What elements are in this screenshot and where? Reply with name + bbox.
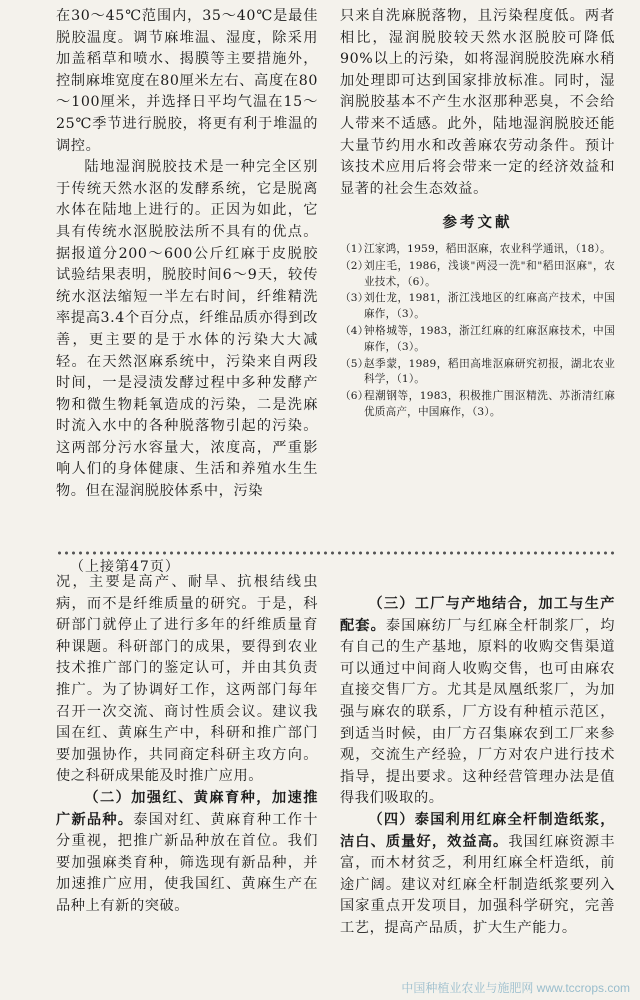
reference-number: （5） [340,357,369,370]
reference-text: 程潮钢等，1983，积极推广围沤精洗、苏浙清红麻优质高产，中国麻作，（3）。 [364,390,615,418]
reference-number: （2） [340,259,369,272]
paragraph: 在30～45℃范围内，35～40℃是最佳脱胶温度。调节麻堆温、湿度，除采用加盖稻草和喷水、揭膜等主要措施外，控制麻堆宽度在80厘米左右、高度在80～100厘米，并选择日平均气温在15～25℃季节进行脱胶，将更有利于堆温的调控。 [56,8,318,154]
section-body: 泰国麻纺厂与红麻全杆制浆厂，均有自己的生产基地，原料的收购交售渠道可以通过中间商人收购交售，也可由麻农直接交售厂方。尤其是凤凰纸浆厂，为加强与麻农的联系，厂方设有种植示范区，到适当时候，由厂方召集麻农到工厂来参观，交流生产经验，厂方对农户进行技术指导，提出要求。这种经营管理办法是值得我们吸取的。 [340,617,615,807]
section-body: 我国红麻资源丰富，而木材贫乏，利用红麻全杆造纸，前途广阔。建议对红麻全杆制造纸浆要列入国家重点开发项目，加强科学研究，完善工艺，提高产品质，扩大生产能力。 [340,833,615,936]
top-right-column [340,6,615,422]
reference-item [340,259,615,291]
reference-text: 江家鸿，1959，稻田沤麻，农业科学通讯，（18）。 [364,242,611,255]
references-list [340,242,615,421]
section-heading: （二）加强红、黄麻育种，加速推广新品种。 [56,789,318,828]
reference-text: 刘庄毛，1986，浅谈"两浸一洗"和"稻田沤麻"，农业技术，（6）。 [364,259,615,288]
reference-number: （1） [340,242,369,255]
paragraph: 只来自洗麻脱落物，且污染程度低。两者相比，湿润脱胶较天然水沤脱胶可降低90%以上的污染，如将湿润脱胶洗麻水稍加处理即可达到国家排放标准。同时，湿润脱胶基本不产生水沤那种恶臭，不会给人带来不适感。此外，陆地湿润脱胶还能大量节约用水和改善麻农劳动条件。预计该技术应用后将会带来一定的经济效益和显著的社会生态效益。 [340,8,615,197]
reference-number: （4） [340,324,369,337]
section-body: 泰国对红、黄麻育种工作十分重视，把推广新品种放在首位。我们要加强麻类育种，筛选现有新品种，并加速推广应用，使我国红、黄麻生产在品种上有新的突破。 [56,811,318,914]
section-heading: （四）泰国利用红麻全杆制造纸浆，洁白、质量好，效益高。 [340,811,615,850]
bottom-left-column [56,572,318,918]
paragraph [340,594,615,810]
reference-text: 赵季蒙，1989，稻田高堆沤麻研究初报，湖北农业科学，（1）。 [364,357,615,386]
reference-number: （3） [340,292,369,305]
reference-number: （6） [340,390,369,403]
paragraph [56,788,318,918]
site-watermark: 中国种植业农业与施肥网 www.tccrops.com [401,981,630,995]
reference-item [340,324,615,356]
references-title: 参考文献 [442,214,513,232]
reference-item [340,357,615,389]
paragraph [340,810,615,940]
bottom-right-column [340,594,615,940]
section-heading: （三）工厂与产地结合，加工与生产配套。 [340,596,615,634]
top-left-column [56,6,318,503]
reference-item [340,242,615,258]
paragraph: 陆地湿润脱胶技术是一种完全区别于传统天然水沤的发酵系统，它是脱离水体在陆地上进行的。正因为如此，它具有传统水沤脱胶法所不具有的优点。据报道分200～600公斤红麻于皮脱胶试验结果表明，脱胶时间6～9天，较传统水沤法缩短一半左右时间，纤维精洗率提高3.4个百分点，纤维品质亦得到改善，更主要的是于水体的污染大大减轻。在天然沤麻系统中，污染来自两段时间，一是浸渍发酵过程中多种发酵产物和微生物耗氧造成的污染，二是洗麻时流入水中的各种脱落物引起的污染。这两部分污水容量大，浓度高，严重影响人们的身体健康、生活和养殖水生生物。但在湿润脱胶体系中，污染 [56,159,318,500]
reference-item [340,291,615,323]
paragraph: 况，主要是高产、耐旱、抗根结线虫病，而不是纤维质量的研究。于是，科研部门就停止了进行多年的纤维质量育种课题。科研部门的成果，要得到农业技术推广部门的鉴定认可，并由其负责推广。为了协调好工作，这两部门每年召开一次交流、商讨性质会议。建议我国在红、黄麻生产中，科研和推广部门要加强协作，共同商定科研主攻方向。使之科研成果能及时推广应用。 [56,574,318,785]
reference-text: 钟格城等，1983，浙江红麻的红麻沤麻技术，中国麻作，（3）。 [364,324,615,353]
continued-from-note: （上接第47页） [70,559,180,575]
reference-item [340,389,615,421]
reference-text: 刘仕龙，1981，浙江浅地区的红麻高产技术，中国麻作，（3）。 [364,292,615,321]
